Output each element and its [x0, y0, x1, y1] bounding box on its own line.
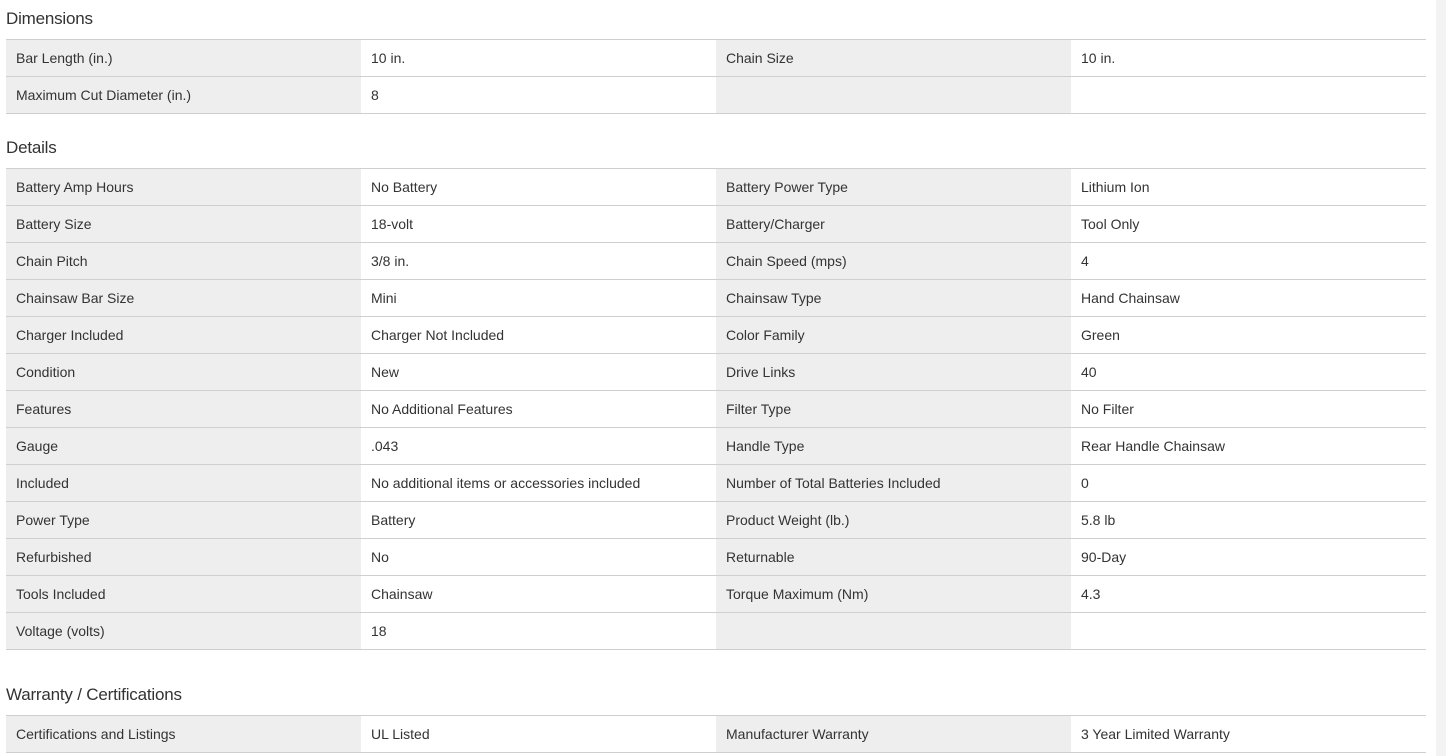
spec-value: Charger Not Included — [361, 317, 716, 354]
spec-row — [6, 502, 1426, 539]
spec-name: Gauge — [6, 428, 361, 465]
spec-value: New — [361, 354, 716, 391]
section-title-dimensions: Dimensions — [6, 9, 93, 28]
spec-name: Chain Speed (mps) — [716, 243, 1071, 280]
spec-name — [716, 613, 1071, 650]
section-title-warranty-certifications: Warranty / Certifications — [6, 685, 182, 704]
spec-name: Battery Size — [6, 206, 361, 243]
spec-name: Handle Type — [716, 428, 1071, 465]
spec-name: Charger Included — [6, 317, 361, 354]
spec-name: Features — [6, 391, 361, 428]
spec-value: No Battery — [361, 169, 716, 206]
spec-name: Battery Power Type — [716, 169, 1071, 206]
spec-row — [6, 354, 1426, 391]
spec-row — [6, 391, 1426, 428]
spec-row — [6, 40, 1426, 77]
spec-name: Included — [6, 465, 361, 502]
spec-value: 18 — [361, 613, 716, 650]
spec-row — [6, 77, 1426, 114]
spec-name: Voltage (volts) — [6, 613, 361, 650]
spec-name: Torque Maximum (Nm) — [716, 576, 1071, 613]
spec-value: 90-Day — [1071, 539, 1426, 576]
spec-name: Power Type — [6, 502, 361, 539]
spec-table-warranty-certifications — [6, 715, 1426, 753]
spec-value: 10 in. — [361, 40, 716, 77]
spec-row — [6, 206, 1426, 243]
spec-name: Manufacturer Warranty — [716, 716, 1071, 753]
spec-name: Chain Pitch — [6, 243, 361, 280]
spec-row — [6, 280, 1426, 317]
spec-name: Condition — [6, 354, 361, 391]
spec-value: Chainsaw — [361, 576, 716, 613]
spec-row — [6, 576, 1426, 613]
spec-name: Returnable — [716, 539, 1071, 576]
spec-name: Chainsaw Bar Size — [6, 280, 361, 317]
spec-name: Refurbished — [6, 539, 361, 576]
spec-name: Tools Included — [6, 576, 361, 613]
spec-value: No Filter — [1071, 391, 1426, 428]
spec-name: Maximum Cut Diameter (in.) — [6, 77, 361, 114]
spec-value: .043 — [361, 428, 716, 465]
spec-name: Filter Type — [716, 391, 1071, 428]
spec-value: 4.3 — [1071, 576, 1426, 613]
spec-value: 10 in. — [1071, 40, 1426, 77]
spec-value: 40 — [1071, 354, 1426, 391]
spec-value — [1071, 77, 1426, 114]
spec-value: No Additional Features — [361, 391, 716, 428]
spec-value: 4 — [1071, 243, 1426, 280]
spec-value: 0 — [1071, 465, 1426, 502]
spec-name — [716, 77, 1071, 114]
spec-row — [6, 169, 1426, 206]
spec-table-dimensions — [6, 39, 1426, 114]
spec-name: Color Family — [716, 317, 1071, 354]
spec-name: Chainsaw Type — [716, 280, 1071, 317]
spec-value: No — [361, 539, 716, 576]
spec-value: 8 — [361, 77, 716, 114]
spec-value: Mini — [361, 280, 716, 317]
spec-row — [6, 613, 1426, 650]
spec-value: Tool Only — [1071, 206, 1426, 243]
section-title-details: Details — [6, 138, 57, 157]
spec-name: Certifications and Listings — [6, 716, 361, 753]
spec-name: Chain Size — [716, 40, 1071, 77]
spec-value: Battery — [361, 502, 716, 539]
spec-value: Green — [1071, 317, 1426, 354]
spec-row — [6, 243, 1426, 280]
spec-row — [6, 465, 1426, 502]
spec-row — [6, 716, 1426, 753]
spec-name: Drive Links — [716, 354, 1071, 391]
spec-value — [1071, 613, 1426, 650]
spec-name: Bar Length (in.) — [6, 40, 361, 77]
spec-name: Battery/Charger — [716, 206, 1071, 243]
spec-value: 5.8 lb — [1071, 502, 1426, 539]
spec-value: Lithium Ion — [1071, 169, 1426, 206]
spec-value: 3 Year Limited Warranty — [1071, 716, 1426, 753]
spec-value: 18-volt — [361, 206, 716, 243]
spec-value: Rear Handle Chainsaw — [1071, 428, 1426, 465]
spec-table-details — [6, 168, 1426, 650]
spec-value: 3/8 in. — [361, 243, 716, 280]
scrollbar-track[interactable] — [1436, 0, 1446, 756]
spec-name: Battery Amp Hours — [6, 169, 361, 206]
spec-value: Hand Chainsaw — [1071, 280, 1426, 317]
spec-row — [6, 539, 1426, 576]
spec-row — [6, 428, 1426, 465]
spec-row — [6, 317, 1426, 354]
spec-value: UL Listed — [361, 716, 716, 753]
spec-name: Number of Total Batteries Included — [716, 465, 1071, 502]
spec-value: No additional items or accessories included — [361, 465, 716, 502]
spec-name: Product Weight (lb.) — [716, 502, 1071, 539]
